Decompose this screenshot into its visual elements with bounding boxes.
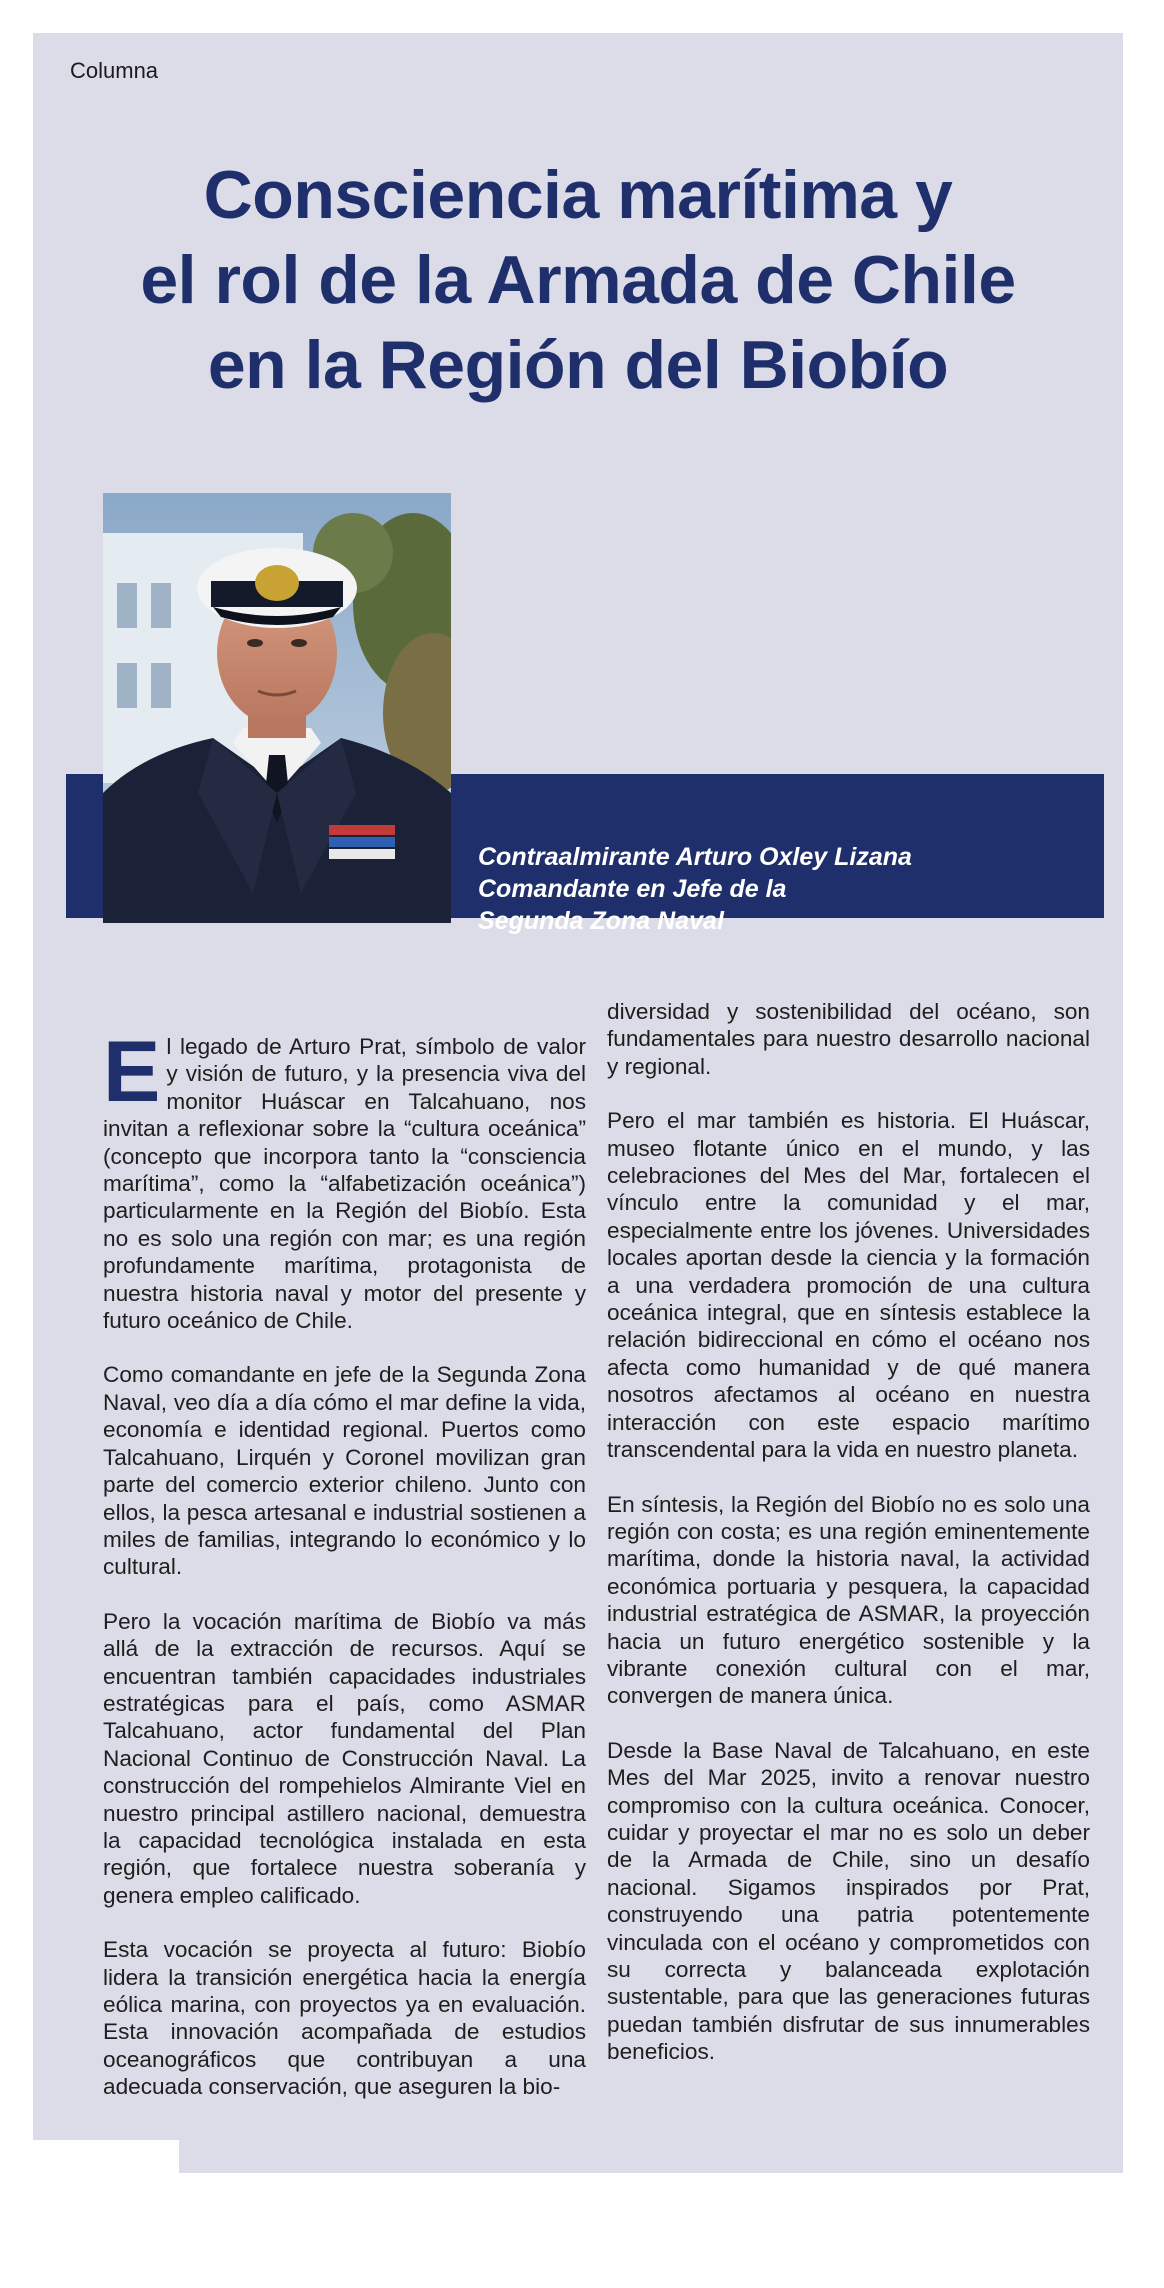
paragraph: Pero el mar también es historia. El Huáscar, museo flotante único en el mundo, y las celebraciones del Mes del Mar, fortalecen el vínculo entre la comunidad y el mar, especialmente entre los jóvenes. Universidades locales aportan desde la ciencia y la formación a una verdadera promoción de una cultura oceánica integral, que en síntesis establece la relación bidireccional en cómo el océano nos afecta como humanidad y de qué manera nosotros afectamos al océano en nuestra interacción con este espacio marítimo transcendental para la vida en nuestro planeta. [607, 1108, 1090, 1463]
paragraph: Pero la vocación marítima de Biobío va más allá de la extracción de recursos. Aquí se encuentran también capacidades industriales estratégicas para el país, como ASMAR Talcahuano, actor fundamental del Plan Nacional Continuo de Construcción Naval. La construcción del rompehielos Almirante Viel en nuestro principal astillero nacional, demuestra la capacidad tecnológica instalada en esta región, que fortalece nuestra soberanía y genera empleo calificado. [103, 1608, 586, 1908]
paragraph-text: l legado de Arturo Prat, símbolo de valor y visión de futuro, y la presencia viva del monitor Huáscar en Talcahuano, nos invitan a reflexionar sobre la “cultura oceánica” (concepto que incorpora tanto la “consciencia marítima”, como la “alfabetización oceánica”) particularmente en la Región del Biobío. Esta no es solo una región con mar; es una región profundamente marítima, protagonista de nuestra historia naval y motor del presente y futuro oceánico de Chile. [103, 1034, 586, 1334]
drop-cap: E [103, 1024, 161, 1120]
headline-line-3: en la Región del Biobío [207, 327, 949, 403]
author-byline [478, 841, 912, 937]
headline-line-2: el rol de la Armada de Chile [140, 242, 1016, 318]
paragraph: Esta vocación se proyecta al futuro: Biobío lidera la transición energética hacia la energía eólica marina, con proyectos ya en evaluación. Esta innovación acompañada de estudios oceanográficos que contribuyan a una adecuada conservación, que aseguren la bio- [103, 1937, 586, 2100]
paragraph: En síntesis, la Región del Biobío no es solo una región con costa; es una región eminentemente marítima, donde la historia naval, la actividad económica portuaria y pesquera, la capacidad industrial estratégica de ASMAR, la proyección hacia un futuro energético sostenible y la vibrante conexión cultural con el mar, convergen de manera única. [607, 1491, 1090, 1709]
byline-line-3: Segunda Zona Naval [478, 907, 724, 935]
article-column-right [607, 998, 1090, 2093]
byline-line-2: Comandante en Jefe de la [478, 875, 787, 903]
byline-line-1: Contraalmirante Arturo Oxley Lizana [478, 843, 912, 871]
article-page [33, 33, 1123, 2173]
headline-line-1: Consciencia marítima y [203, 157, 953, 233]
headline [33, 153, 1123, 408]
author-photo [103, 493, 451, 923]
article-column-left [103, 1024, 586, 2128]
paragraph: Desde la Base Naval de Talcahuano, en este Mes del Mar 2025, invito a renovar nuestro compromiso con la cultura oceánica. Conocer, cuidar y proyectar el mar no es solo un deber de la Armada de Chile, sino un desafío nacional. Sigamos inspirados por Prat, construyendo una patria potentemente vinculada con el océano y comprometidos con su correcta y balanceada explotación sustentable, para que las generaciones futuras puedan también disfrutar de sus innumerables beneficios. [607, 1737, 1090, 2065]
naval-officer-portrait [103, 493, 451, 923]
paragraph: diversidad y sostenibilidad del océano, son fundamentales para nuestro desarrollo nacional y regional. [607, 999, 1090, 1079]
section-label: Columna [70, 58, 159, 83]
paragraph [103, 1024, 586, 1334]
page-corner [33, 2140, 179, 2180]
paragraph: Como comandante en jefe de la Segunda Zona Naval, veo día a día cómo el mar define la vida, economía e identidad regional. Puertos como Talcahuano, Lirquén y Coronel movilizan gran parte del comercio exterior chileno. Junto con ellos, la pesca artesanal e industrial sostienen a miles de familias, integrando lo económico y lo cultural. [103, 1362, 586, 1580]
